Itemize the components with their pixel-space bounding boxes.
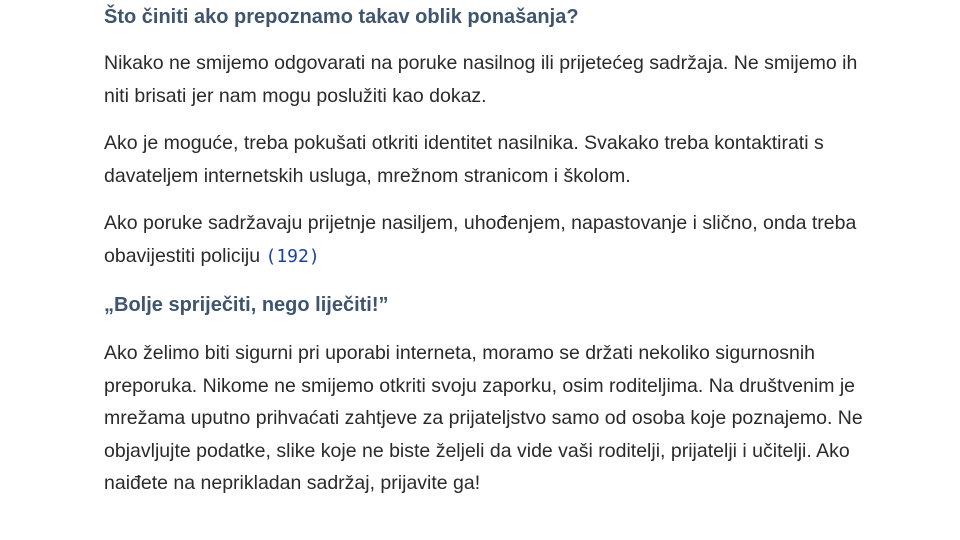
section-heading-prevention: „Bolje spriječiti, nego liječiti!” [104, 294, 389, 316]
paragraph-contact-police [104, 207, 872, 273]
police-number: (192) [265, 245, 320, 267]
section-heading-what-to-do: Što činiti ako prepoznamo takav oblik ponašanja? [104, 6, 579, 28]
paragraph-do-not-reply: Nikako ne smijemo odgovarati na poruke nasilnog ili prijetećeg sadržaja. Ne smijemo ih niti brisati jer nam mogu poslužiti kao dokaz. [104, 52, 858, 107]
paragraph-identify-bully: Ako je moguće, treba pokušati otkriti identitet nasilnika. Svakako treba kontaktirati s davateljem internetskih usluga, mrežnom stranicom i školom. [104, 132, 824, 187]
paragraph-contact-police-text: Ako poruke sadržavaju prijetnje nasiljem, uhođenjem, napastovanje i slično, onda treba obavijestiti policiju [104, 212, 857, 267]
paragraph-safety-recommendations: Ako želimo biti sigurni pri uporabi interneta, moramo se držati nekoliko sigurnosnih preporuka. Nikome ne smijemo otkriti svoju zaporku, osim roditeljima. Na društvenim je mrežama uputno prihvaćati zahtjeve za prijateljstvo samo od osoba koje poznajemo. Ne objavljujte podatke, slike koje ne biste željeli da vide vaši roditelji, prijatelji i učitelji. Ako naiđete na neprikladan sadržaj, prijavite ga! [104, 342, 863, 495]
